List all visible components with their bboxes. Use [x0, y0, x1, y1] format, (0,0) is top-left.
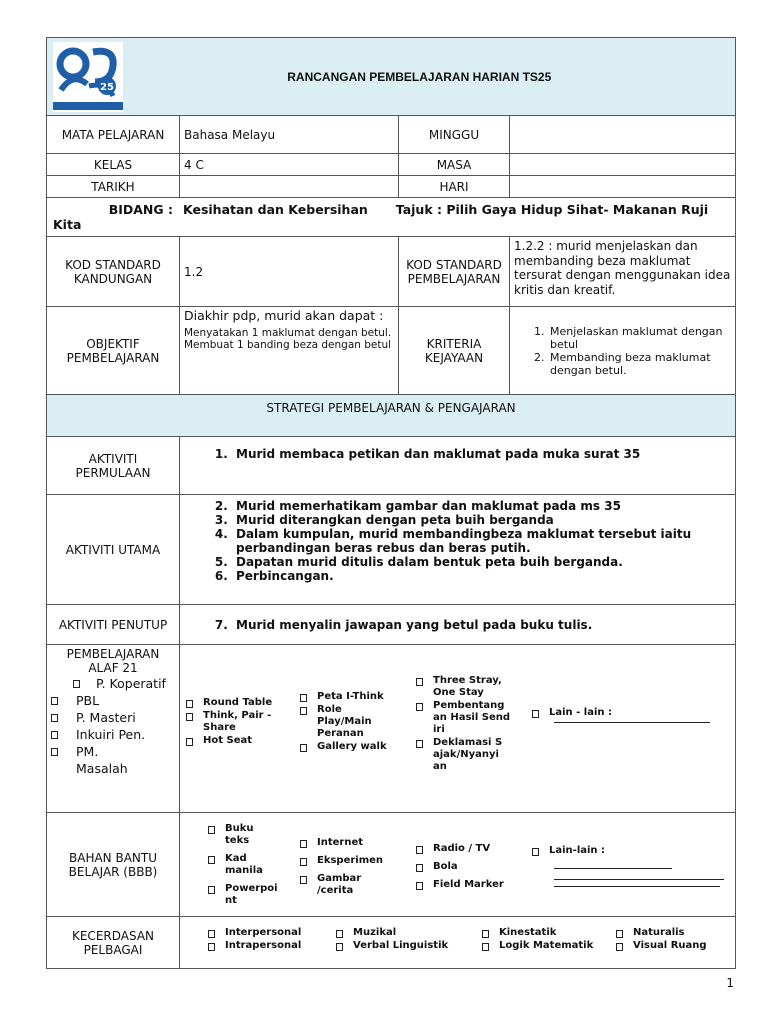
objektif-intro: Diakhir pdp, murid akan dapat :	[184, 308, 384, 323]
alaf-col-4	[532, 707, 712, 723]
checkbox[interactable]	[416, 846, 423, 854]
activity-item: 2. Murid memerhatikam gambar dan maklumat pada ms 35	[232, 499, 715, 513]
lesson-plan-table	[46, 37, 736, 969]
checkbox[interactable]	[208, 826, 215, 834]
bbb-grid	[180, 813, 736, 917]
row-kelas	[47, 154, 736, 176]
row-utama	[47, 495, 736, 605]
checkbox[interactable]	[416, 703, 423, 711]
checkbox[interactable]	[300, 694, 307, 702]
minggu-value	[510, 116, 736, 154]
tajuk-text-cont: Kita	[53, 217, 82, 232]
objektif-line-1: Menyatakan 1 maklumat dengan betul.	[184, 327, 392, 339]
utama-cell	[180, 495, 736, 605]
row-kecerdasan	[47, 917, 736, 969]
objektif-line-2: Membuat 1 banding beza dengan betul	[184, 339, 392, 351]
activity-item: 7. Murid menyalin jawapan yang betul pada buku tulis.	[232, 618, 731, 632]
checkbox[interactable]	[208, 856, 215, 864]
page-title: RANCANGAN PEMBELAJARAN HARIAN TS25	[180, 38, 736, 116]
bbb-label: BAHAN BANTU BELAJAR (BBB)	[47, 813, 180, 917]
kriteria-item: 2. Membanding beza maklumat dengan betul.	[548, 351, 731, 377]
bbb-option: Gambar /cerita	[317, 873, 362, 896]
alaf-option: P. Koperatif	[96, 676, 166, 691]
header-row	[47, 38, 736, 116]
tarikh-value	[180, 176, 399, 198]
alaf-option: Gallery walk	[317, 741, 387, 752]
kelas-label: KELAS	[47, 154, 180, 176]
checkbox[interactable]	[336, 943, 343, 951]
activity-item: 3. Murid diterangkan dengan peta buih berganda	[232, 513, 715, 527]
kriteria-list	[514, 325, 731, 377]
activity-item: 5. Dapatan murid ditulis dalam bentuk peta buih berganda.	[232, 555, 715, 569]
kriteria-label: KRITERIA KEJAYAAN	[399, 307, 510, 395]
penutup-cell	[180, 605, 736, 645]
bbb-option: Internet	[317, 837, 364, 848]
kod-pembelajaran-value: 1.2.2 : murid menjelaskan dan membanding beza maklumat tersurat dengan menggunakan idea kritis dan kreatif.	[510, 237, 736, 307]
alaf-option: PM. Masalah	[76, 744, 128, 776]
bbb-option: Kad manila	[225, 853, 263, 876]
checkbox[interactable]	[482, 930, 489, 938]
alaf-option: Three Stray, One Stay	[433, 675, 502, 698]
hari-label: HARI	[399, 176, 510, 198]
alaf-option: Think, Pair - Share	[203, 710, 272, 733]
bidang-value: Kesihatan dan Kebersihan	[183, 202, 368, 217]
alaf-option: Pembentangan Hasil Sendiri	[433, 700, 511, 735]
bbb-col-2	[300, 837, 400, 898]
kod-pembelajaran-label: KOD STANDARD PEMBELAJARAN	[399, 237, 510, 307]
checkbox[interactable]	[300, 876, 307, 884]
penutup-list	[184, 618, 731, 632]
row-objektif	[47, 307, 736, 395]
alaf-col-2	[300, 691, 400, 754]
checkbox[interactable]	[616, 930, 623, 938]
checkbox[interactable]	[208, 930, 215, 938]
row-standard	[47, 237, 736, 307]
kecerdasan-option: Muzikal	[353, 927, 397, 938]
bbb-option: Powerpoint	[225, 883, 278, 906]
logo-cell	[47, 38, 180, 116]
checkbox[interactable]	[300, 744, 307, 752]
alaf-option: PBL	[76, 693, 100, 708]
kecerdasan-col-1	[208, 927, 328, 953]
page-number: 1	[726, 976, 734, 990]
checkbox[interactable]	[416, 678, 423, 686]
utama-list	[184, 499, 715, 583]
checkbox[interactable]	[416, 882, 423, 890]
checkbox[interactable]	[416, 740, 423, 748]
kod-kandungan-value: 1.2	[180, 237, 399, 307]
kod-kandungan-label: KOD STANDARD KANDUNGAN	[47, 237, 180, 307]
checkbox[interactable]	[532, 848, 539, 856]
row-mata	[47, 116, 736, 154]
kecerdasan-label: KECERDASAN PELBAGAI	[47, 917, 180, 969]
alaf-col-3	[416, 675, 520, 774]
permulaan-cell	[180, 437, 736, 495]
checkbox[interactable]	[336, 930, 343, 938]
alaf-label: PEMBELAJARAN ALAF 21	[66, 647, 160, 675]
utama-label: AKTIVITI UTAMA	[47, 495, 180, 605]
kecerdasan-option: Interpersonal	[225, 927, 302, 938]
checkbox[interactable]	[51, 731, 58, 739]
permulaan-label: AKTIVITI PERMULAAN	[47, 437, 180, 495]
row-penutup	[47, 605, 736, 645]
kecerdasan-col-3	[482, 927, 612, 953]
tarikh-label: TARIKH	[47, 176, 180, 198]
activity-item: 6. Perbincangan.	[232, 569, 715, 583]
checkbox[interactable]	[51, 748, 58, 756]
row-permulaan	[47, 437, 736, 495]
checkbox[interactable]	[482, 943, 489, 951]
checkbox[interactable]	[300, 840, 307, 848]
bbb-option: Lain-lain :	[549, 845, 606, 856]
alaf-option: P. Masteri	[76, 710, 136, 725]
write-line[interactable]	[554, 869, 724, 880]
checkbox[interactable]	[208, 943, 215, 951]
write-line[interactable]	[554, 880, 720, 887]
bbb-col-4	[532, 845, 728, 887]
kecerdasan-option: Intrapersonal	[225, 940, 302, 951]
bbb-col-3	[416, 843, 526, 892]
kecerdasan-grid	[180, 917, 736, 969]
bidang-label: BIDANG :	[108, 202, 173, 217]
alaf-grid	[180, 645, 736, 813]
ts25-logo	[53, 42, 123, 112]
checkbox[interactable]	[186, 700, 193, 708]
row-bidang	[47, 198, 736, 237]
checkbox[interactable]	[616, 943, 623, 951]
objektif-label: OBJEKTIF PEMBELAJARAN	[47, 307, 180, 395]
kecerdasan-option: Visual Ruang	[633, 940, 707, 951]
alaf-option: Hot Seat	[203, 735, 253, 746]
alaf-option: Deklamasi Sajak/Nyanyian	[433, 737, 503, 772]
bidang-cell	[47, 198, 736, 237]
checkbox[interactable]	[186, 738, 193, 746]
checkbox[interactable]	[300, 858, 307, 866]
checkbox[interactable]	[300, 707, 307, 715]
bbb-option: Field Marker	[433, 879, 504, 890]
masa-value	[510, 154, 736, 176]
alaf-options	[51, 675, 175, 777]
row-alaf	[47, 645, 736, 813]
mata-value: Bahasa Melayu	[180, 116, 399, 154]
strategi-title: STRATEGI PEMBELAJARAN & PENGAJARAN	[47, 395, 736, 437]
kecerdasan-option: Kinestatik	[499, 927, 557, 938]
checkbox[interactable]	[73, 680, 80, 688]
mata-label: MATA PELAJARAN	[47, 116, 180, 154]
hari-value	[510, 176, 736, 198]
checkbox[interactable]	[51, 714, 58, 722]
bbb-option: Buku teks	[225, 823, 254, 846]
alaf-cell	[47, 645, 180, 813]
ts25-logo-icon	[53, 42, 123, 112]
checkbox[interactable]	[532, 710, 539, 718]
masa-label: MASA	[399, 154, 510, 176]
activity-item: 1. Murid membaca petikan dan maklumat pada muka surat 35	[232, 447, 731, 461]
bbb-option: Bola	[433, 861, 458, 872]
alaf-option: Peta I-Think	[317, 691, 384, 702]
objektif-cell	[180, 307, 399, 395]
write-line[interactable]	[554, 720, 710, 723]
kecerdasan-option: Logik Matematik	[499, 940, 594, 951]
alaf-option: Round Table	[203, 697, 273, 708]
alaf-option: Inkuiri Pen.	[76, 727, 146, 742]
penutup-label: AKTIVITI PENUTUP	[47, 605, 180, 645]
checkbox[interactable]	[186, 713, 193, 721]
kecerdasan-col-2	[336, 927, 476, 953]
kecerdasan-option: Verbal Linguistik	[353, 940, 449, 951]
checkbox[interactable]	[51, 697, 58, 705]
checkbox[interactable]	[208, 886, 215, 894]
kriteria-item: 1. Menjelaskan maklumat dengan betul	[548, 325, 731, 351]
bbb-col-1	[208, 823, 298, 908]
alaf-col-1	[186, 697, 286, 748]
activity-item: 4. Dalam kumpulan, murid membandingbeza maklumat tersebut iaitu perbandingan beras rebus dan beras putih.	[232, 527, 715, 555]
kecerdasan-col-4	[616, 927, 726, 953]
alaf-option: Role Play/Main Peranan	[317, 704, 372, 739]
kelas-value: 4 C	[180, 154, 399, 176]
svg-text:25: 25	[100, 81, 114, 93]
checkbox[interactable]	[416, 864, 423, 872]
bbb-option: Radio / TV	[433, 843, 491, 854]
minggu-label: MINGGU	[399, 116, 510, 154]
write-line[interactable]	[554, 858, 672, 869]
tajuk-text: Tajuk : Pilih Gaya Hidup Sihat- Makanan Ruji	[395, 202, 709, 217]
permulaan-list	[184, 447, 731, 461]
bbb-option: Eksperimen	[317, 855, 384, 866]
alaf-option: Lain - lain :	[549, 707, 612, 718]
kriteria-cell	[510, 307, 736, 395]
row-tarikh	[47, 176, 736, 198]
row-bbb	[47, 813, 736, 917]
row-strategi	[47, 395, 736, 437]
kecerdasan-option: Naturalis	[633, 927, 685, 938]
